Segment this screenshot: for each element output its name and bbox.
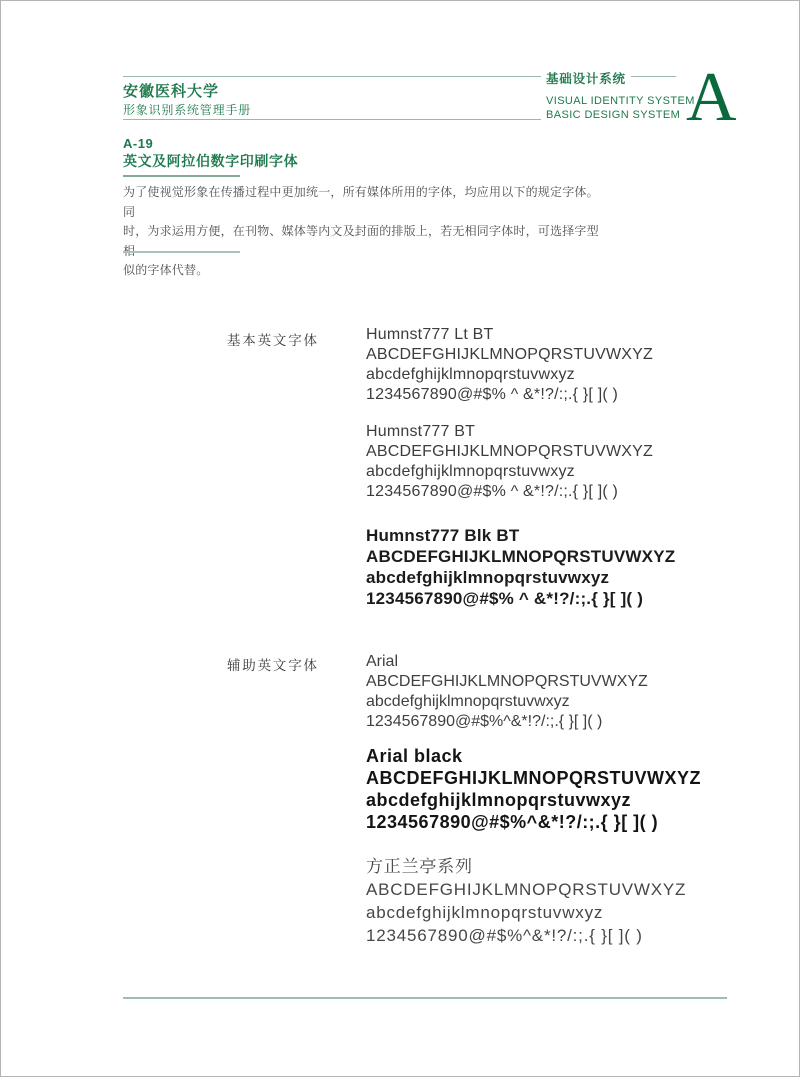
font-lowercase: abcdefghijklmnopqrstuvwxyz [366, 903, 604, 922]
font-numerals: 1234567890@#$% ^ &*!?/:;.{ }[ ]( ) [366, 483, 619, 500]
font-name: 方正兰亭系列 [366, 857, 473, 876]
font-specimen-arial [366, 652, 648, 732]
font-lowercase: abcdefghijklmnopqrstuvwxyz [366, 463, 575, 480]
header-bottom-rule [123, 119, 541, 120]
font-specimen-humnst777-blk [366, 525, 675, 609]
system-title-cn: 基础设计系统 [546, 72, 626, 86]
font-numerals: 1234567890@#$% ^ &*!?/:;.{ }[ ]( ) [366, 589, 644, 608]
font-uppercase: ABCDEFGHIJKLMNOPQRSTUVWXYZ [366, 443, 654, 460]
font-uppercase: ABCDEFGHIJKLMNOPQRSTUVWXYZ [366, 547, 676, 566]
font-name: Arial black [366, 746, 463, 766]
font-lowercase: abcdefghijklmnopqrstuvwxyz [366, 568, 610, 587]
description-line: 似的字体代替。 [123, 263, 209, 277]
description-divider [123, 251, 240, 253]
section-code: A-19 [123, 136, 154, 151]
font-uppercase: ABCDEFGHIJKLMNOPQRSTUVWXYZ [366, 880, 687, 899]
group-label-auxiliary-english: 辅助英文字体 [227, 658, 319, 673]
footer-rule [123, 997, 727, 999]
font-numerals: 1234567890@#$%^&*!?/:;.{ }[ ]( ) [366, 812, 659, 832]
font-lowercase: abcdefghijklmnopqrstuvwxyz [366, 790, 632, 810]
font-lowercase: abcdefghijklmnopqrstuvwxyz [366, 693, 570, 710]
font-name: Humnst777 Lt BT [366, 326, 494, 343]
font-lowercase: abcdefghijklmnopqrstuvwxyz [366, 366, 575, 383]
font-numerals: 1234567890@#$%^&*!?/:;.{ }[ ]( ) [366, 926, 643, 945]
font-uppercase: ABCDEFGHIJKLMNOPQRSTUVWXYZ [366, 768, 702, 788]
title-divider [123, 175, 240, 177]
font-numerals: 1234567890@#$%^&*!?/:;.{ }[ ]( ) [366, 713, 603, 730]
section-description [123, 183, 603, 281]
description-line: 为了使视觉形象在传播过程中更加统一，所有媒体所用的字体，均应用以下的规定字体。同 [123, 185, 599, 219]
header-right-rule [631, 76, 676, 77]
font-name: Humnst777 Blk BT [366, 526, 520, 545]
font-name: Humnst777 BT [366, 423, 476, 440]
system-title-en: VISUAL IDENTITY SYSTEM [546, 95, 695, 107]
system-subtitle-en: BASIC DESIGN SYSTEM [546, 109, 681, 121]
section-letter: A [686, 59, 737, 136]
description-line: 时，为求运用方便，在刊物、媒体等内文及封面的排版上，若无相同字体时，可选择字型 [123, 224, 599, 238]
font-numerals: 1234567890@#$% ^ &*!?/:;.{ }[ ]( ) [366, 386, 619, 403]
font-name: Arial [366, 653, 399, 670]
font-specimen-fz-lanting [366, 855, 686, 947]
header-top-rule [123, 76, 541, 77]
font-specimen-arial-black [366, 745, 701, 833]
font-specimen-humnst777 [366, 422, 653, 502]
university-name: 安徽医科大学 [123, 83, 220, 100]
group-label-basic-english: 基本英文字体 [227, 333, 319, 348]
font-specimen-humnst777-lt [366, 325, 653, 405]
font-uppercase: ABCDEFGHIJKLMNOPQRSTUVWXYZ [366, 673, 648, 690]
page-title: 英文及阿拉伯数字印刷字体 [123, 153, 299, 169]
manual-title: 形象识别系统管理手册 [123, 103, 252, 117]
font-uppercase: ABCDEFGHIJKLMNOPQRSTUVWXYZ [366, 346, 654, 363]
